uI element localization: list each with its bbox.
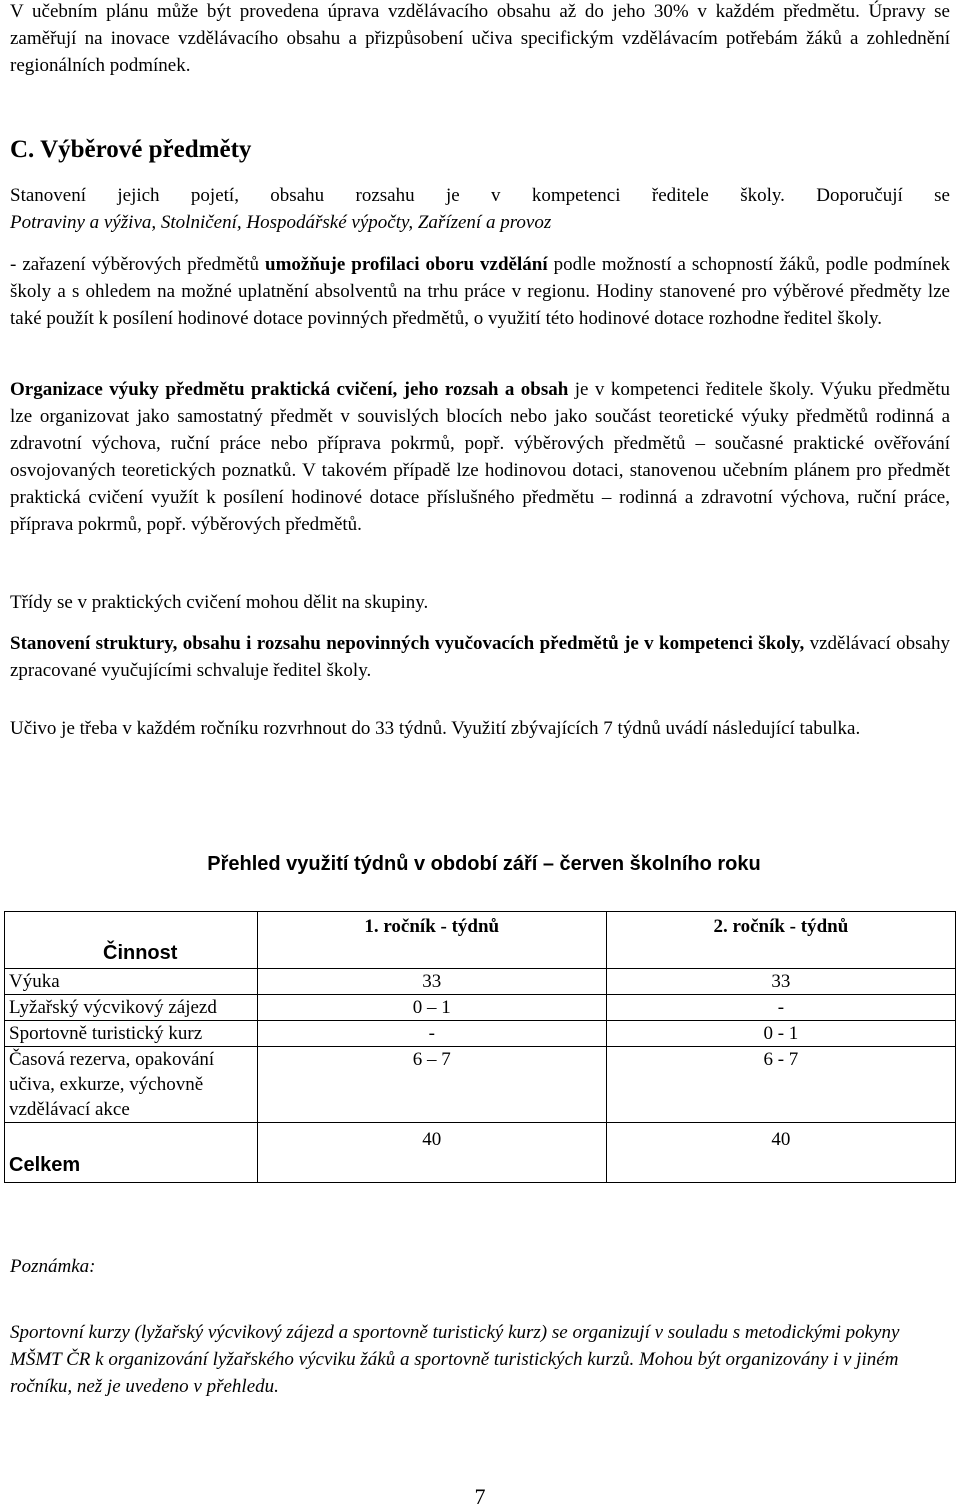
p3-text: je v kompetenci ředitele školy. Výuku předmětu lze organizovat jako samostatný předmět v souvislých blocích nebo jako součást teoretické výuky předmětů rodinná a zdravotní výchova, ruční práce nebo příprava pokrmů, popř. výběrových předmětů – současné praktické ověřování osvojovaných teoretických poznatků. V takovém případě lze hodinovou dotaci, stanovenou učebním plánem pro předmět praktická cvičení využít k posílení hodinové dotace příslušného předmětu – rodinná a zdravotní výchova, ruční práce, příprava pokrmů, popř. výběrových předmětů.	[10, 379, 950, 535]
total-label: Celkem	[5, 1123, 258, 1183]
row-year-1: -	[257, 1021, 606, 1047]
section-paragraph-6: Učivo je třeba v každém ročníku rozvrhnout do 33 týdnů. Využití zbývajících 7 týdnů uvádí následující tabulka.	[10, 718, 861, 739]
row-year-1: 0 – 1	[257, 995, 606, 1021]
table-row	[5, 1021, 956, 1047]
row-year-2: 33	[606, 969, 955, 995]
p3-bold: Organizace výuky předmětu praktická cvičení, jeho rozsah a obsah	[10, 379, 569, 400]
p5-text: vzdělávací obsahy zpracované vyučujícími schvaluje ředitel školy.	[10, 633, 950, 681]
section-paragraph-4: Třídy se v praktických cvičení mohou dělit na skupiny.	[10, 592, 429, 613]
note-label: Poznámka:	[10, 1256, 96, 1277]
section-paragraph-5	[10, 630, 950, 684]
row-year-2: -	[606, 995, 955, 1021]
header-year-1: 1. ročník - týdnů	[257, 912, 606, 969]
p2-text-c: podle možností a schopností žáků, podle podmínek školy a s ohledem na možné uplatnění absolventů na trhu práce v regionu. Hodiny stanovené pro výběrové předměty lze také použít k posílení hodinové dotace povinných předmětů, o využití této hodinové dotace rozhodne ředitel školy.	[10, 254, 951, 329]
page-number: 7	[474, 1484, 486, 1509]
table-row	[5, 995, 956, 1021]
table-total-row	[5, 1123, 956, 1183]
row-year-1: 33	[257, 969, 606, 995]
total-year-1: 40	[257, 1123, 606, 1183]
p2-text-a: - zařazení výběrových předmětů	[10, 254, 266, 275]
note-text: Sportovní kurzy (lyžařský výcvikový zájezd a sportovně turistický kurz) se organizují v souladu s metodickými pokyny MŠMT ČR k organizování lyžařského výcviku žáků a sportovně turistických kurzů. Mohou být organizovány i v jiném ročníku, než je uvedeno v přehledu.	[10, 1322, 900, 1397]
section-paragraph-3	[10, 376, 950, 538]
header-year-2: 2. ročník - týdnů	[606, 912, 955, 969]
intro-paragraph: V učebním plánu může být provedena úprava vzdělávacího obsahu až do jeho 30% v každém předmětu. Úpravy se zaměřují na inovace vzdělávacího obsahu a přizpůsobení učiva specifickým vzdělávacím potřebám žáků a zohlednění regionálních podmínek.	[10, 1, 950, 76]
recommended-subjects	[10, 209, 950, 236]
section-paragraph-1	[10, 182, 950, 236]
row-activity: Výuka	[5, 969, 258, 995]
row-year-1: 6 – 7	[257, 1047, 606, 1123]
p5-bold: Stanovení struktury, obsahu i rozsahu nepovinných vyučovacích předmětů je v kompetenci školy,	[10, 633, 805, 654]
paragraph-text: Stanovení jejich pojetí, obsahu rozsahu je v kompetenci ředitele školy. Doporučují se	[10, 185, 950, 206]
table-row	[5, 969, 956, 995]
row-activity: Časová rezerva, opakování učiva, exkurze, výchovně vzdělávací akce	[5, 1047, 258, 1123]
recommended-subjects-list: Potraviny a výživa, Stolničení, Hospodářské výpočty, Zařízení a provoz	[10, 212, 552, 233]
weeks-table	[4, 911, 956, 1183]
section-heading: C. Výběrové předměty	[10, 136, 252, 163]
p2-bold: umožňuje profilaci oboru vzdělání	[265, 254, 548, 275]
header-activity: Činnost	[5, 912, 258, 969]
section-paragraph-2	[10, 251, 950, 332]
row-year-2: 0 - 1	[606, 1021, 955, 1047]
table-title: Přehled využití týdnů v období září – červen školního roku	[207, 853, 761, 875]
table-header-row	[5, 912, 956, 969]
total-year-2: 40	[606, 1123, 955, 1183]
row-year-2: 6 - 7	[606, 1047, 955, 1123]
row-activity: Lyžařský výcvikový zájezd	[5, 995, 258, 1021]
row-activity: Sportovně turistický kurz	[5, 1021, 258, 1047]
table-row	[5, 1047, 956, 1123]
